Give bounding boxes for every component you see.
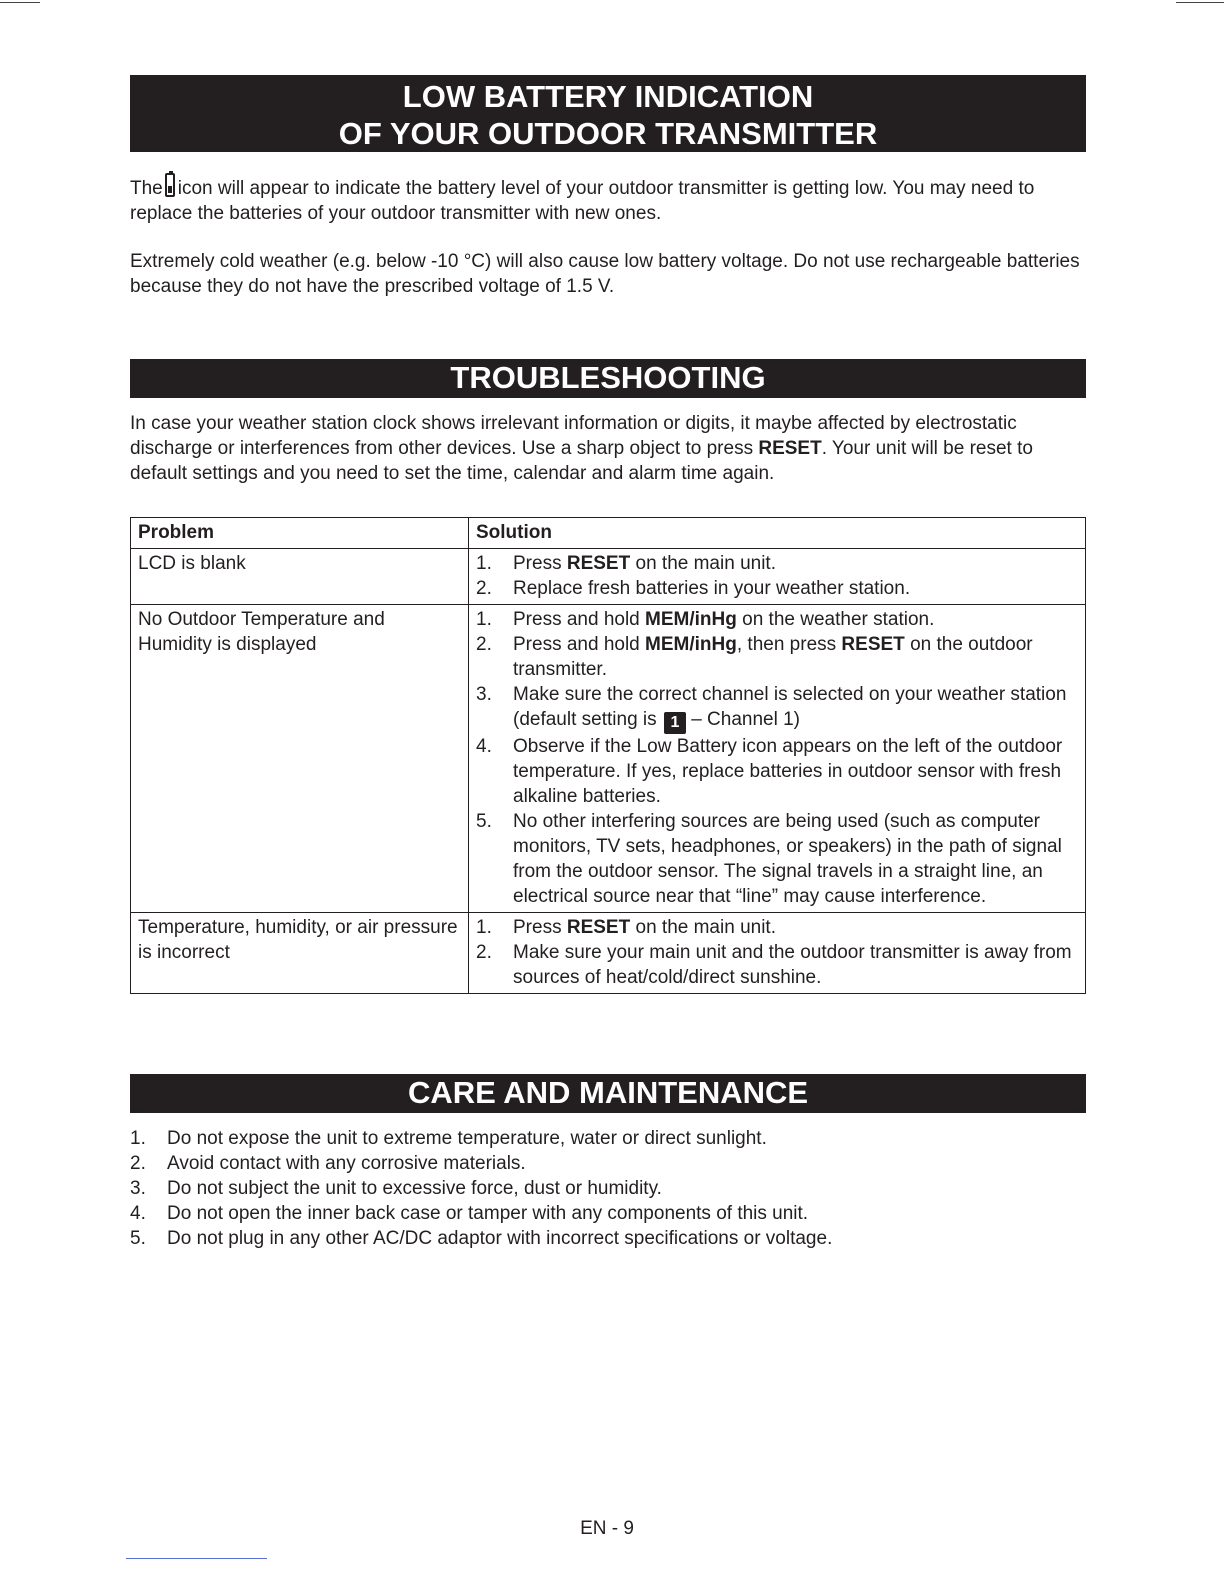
- solution-cell: [469, 549, 1086, 605]
- item-number: 2.: [130, 1153, 146, 1174]
- step-text: on the main unit.: [635, 553, 776, 574]
- troubleshooting-heading: TROUBLESHOOTING: [130, 359, 1086, 398]
- list-item: [130, 1201, 1085, 1226]
- p1-post: icon will appear to indicate the battery level of your outdoor transmitter is getting low. You may need to replace the batteries of your outdoor transmitter with new ones.: [130, 178, 1035, 224]
- low-battery-paragraph-1: [130, 173, 1085, 226]
- step-text: Replace fresh batteries in your weather station.: [513, 578, 911, 599]
- item-text: Do not subject the unit to excessive force, dust or humidity.: [167, 1178, 662, 1199]
- list-item: [130, 1176, 1085, 1201]
- care-heading: CARE AND MAINTENANCE: [130, 1074, 1086, 1113]
- problem-cell: LCD is blank: [131, 549, 469, 605]
- page-number: EN - 9: [580, 1518, 634, 1539]
- item-number: 4.: [130, 1203, 146, 1224]
- step-text: Observe if the Low Battery icon appears on the left of the outdoor temperature. If yes, replace batteries in outdoor sensor with fresh alkaline batteries.: [513, 736, 1063, 807]
- reset-keyword: RESET: [566, 553, 631, 574]
- low-battery-heading: [130, 75, 1086, 152]
- problem-cell: Temperature, humidity, or air pressure is incorrect: [131, 913, 469, 994]
- item-number: 3.: [130, 1178, 146, 1199]
- col-header-problem: Problem: [131, 518, 469, 549]
- solution-step: [476, 607, 1078, 632]
- step-number: 1.: [476, 609, 492, 630]
- solution-step: [476, 734, 1078, 809]
- step-text: Press: [513, 553, 562, 574]
- step-number: 2.: [476, 578, 492, 599]
- table-row: [131, 549, 1086, 605]
- crop-mark-left: [0, 2, 40, 3]
- step-text: Press and hold: [513, 609, 640, 630]
- troubleshooting-intro: [130, 411, 1085, 486]
- step-number: 2.: [476, 634, 492, 655]
- low-battery-heading-line1: LOW BATTERY INDICATION: [402, 79, 814, 114]
- step-text: on the weather station.: [742, 609, 935, 630]
- list-item: [130, 1151, 1085, 1176]
- table-row: [131, 913, 1086, 994]
- step-number: 5.: [476, 811, 492, 832]
- p1-pre: The: [130, 178, 163, 199]
- table-header-row: [131, 518, 1086, 549]
- care-list: [130, 1126, 1085, 1251]
- step-number: 1.: [476, 553, 492, 574]
- step-number: 2.: [476, 942, 492, 963]
- battery-low-icon: [165, 173, 175, 197]
- solution-step: [476, 576, 1078, 601]
- solution-step: [476, 682, 1078, 734]
- item-number: 5.: [130, 1228, 146, 1249]
- crop-mark-right: [1176, 2, 1224, 3]
- solution-cell: [469, 605, 1086, 913]
- mem-inhg-keyword: MEM/inHg: [645, 634, 737, 655]
- step-number: 3.: [476, 684, 492, 705]
- reset-keyword: RESET: [566, 917, 631, 938]
- item-text: Do not plug in any other AC/DC adaptor with incorrect specifications or voltage.: [167, 1228, 833, 1249]
- item-number: 1.: [130, 1128, 146, 1149]
- solution-step: [476, 809, 1078, 909]
- list-item: [130, 1226, 1085, 1251]
- step-number: 1.: [476, 917, 492, 938]
- step-text: – Channel 1): [691, 709, 800, 730]
- step-text: on the outdoor transmitter.: [513, 634, 1033, 680]
- troubleshooting-table: [130, 517, 1086, 994]
- step-text: No other interfering sources are being used (such as computer monitors, TV sets, headphones, or speakers) in the path of signal from the outdoor sensor. The signal travels in a straight line, an electrical source near that “line” may cause interference.: [513, 811, 1062, 907]
- step-number: 4.: [476, 736, 492, 757]
- low-battery-heading-line2: OF YOUR OUTDOOR TRANSMITTER: [338, 116, 878, 151]
- item-text: Do not expose the unit to extreme temperature, water or direct sunlight.: [167, 1128, 767, 1149]
- col-header-solution: Solution: [469, 518, 1086, 549]
- intro-reset-keyword: RESET: [758, 438, 822, 459]
- footer-rule: [126, 1558, 267, 1559]
- item-text: Do not open the inner back case or tamper with any components of this unit.: [167, 1203, 809, 1224]
- solution-step: [476, 940, 1078, 990]
- solution-step: [476, 551, 1078, 576]
- table-row: [131, 605, 1086, 913]
- intro-post: . Your unit will be reset to default settings and you need to set the time, calendar and alarm time again.: [130, 438, 1033, 484]
- step-text: Press: [513, 917, 562, 938]
- step-text: Make sure the correct channel is selected on your weather station (default setting is: [513, 684, 1067, 730]
- solution-cell: [469, 913, 1086, 994]
- low-battery-paragraph-2: Extremely cold weather (e.g. below -10 °C) will also cause low battery voltage. Do not use rechargeable batteries because they do not have the prescribed voltage of 1.5 V.: [130, 251, 1080, 297]
- step-text: Make sure your main unit and the outdoor transmitter is away from sources of heat/cold/direct sunshine.: [513, 942, 1072, 988]
- step-text: , then press: [736, 634, 837, 655]
- solution-step: [476, 632, 1078, 682]
- step-text: on the main unit.: [635, 917, 776, 938]
- channel-1-icon: 1: [664, 712, 686, 734]
- solution-step: [476, 915, 1078, 940]
- step-text: Press and hold: [513, 634, 640, 655]
- problem-cell: No Outdoor Temperature and Humidity is displayed: [131, 605, 469, 913]
- reset-keyword: RESET: [841, 634, 905, 655]
- item-text: Avoid contact with any corrosive materials.: [167, 1153, 526, 1174]
- list-item: [130, 1126, 1085, 1151]
- mem-inhg-keyword: MEM/inHg: [645, 609, 737, 630]
- intro-pre: In case your weather station clock shows irrelevant information or digits, it maybe affected by electrostatic discharge or interferences from other devices. Use a sharp object to press: [130, 413, 1017, 459]
